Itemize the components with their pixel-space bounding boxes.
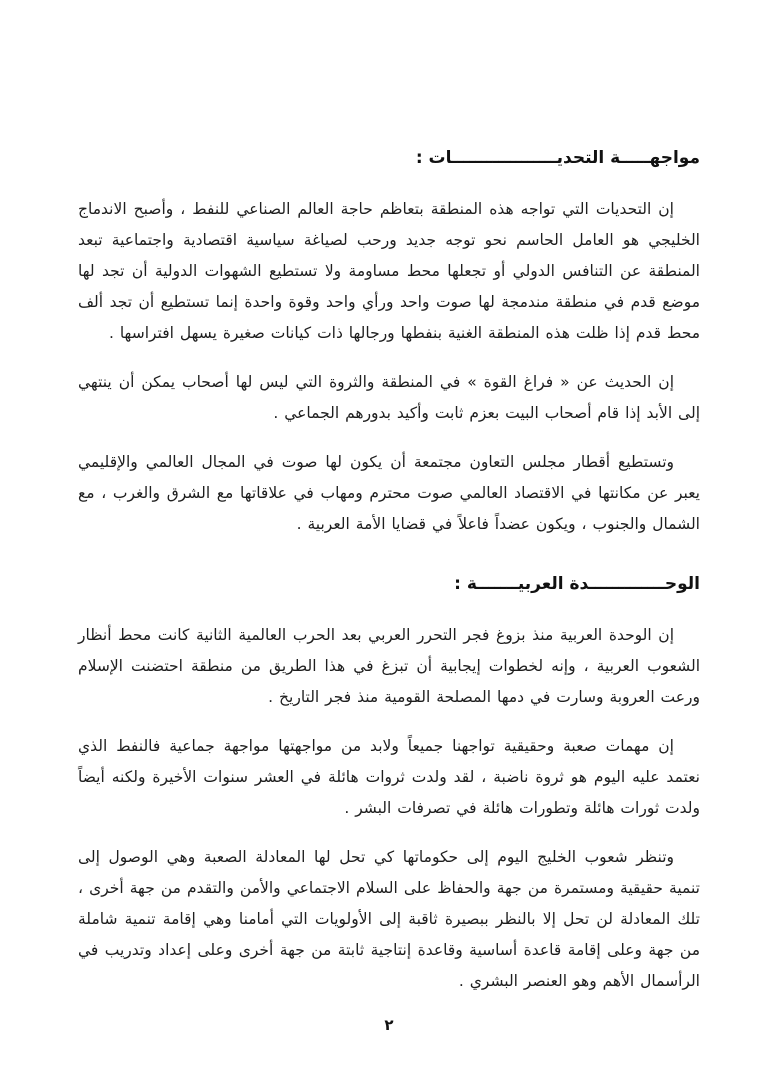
paragraph: وتنظر شعوب الخليج اليوم إلى حكوماتها كي تحل لها المعادلة الصعبة وهي الوصول إلى تنمية حقيقية ومستمرة من جهة والحفاظ على السلام الاجتماعي والأمن والتقدم من جهة أخرى ، تلك المعادلة لن تحل إلا بالنظر ببصيرة ثاقبة إلى الأولويات التي أمامنا وهي إقامة تنمية شاملة من جهة وعلى إقامة قاعدة أساسية وقاعدة إنتاجية ثابتة من جهة أخرى وعلى إعداد وتدريب في الرأسمال الأهم وهو العنصر البشري . bbox=[78, 848, 700, 990]
paragraph: إن التحديات التي تواجه هذه المنطقة بتعاظم حاجة العالم الصناعي للنفط ، وأصبح الاندماج الخليجي هو العامل الحاسم نحو توجه جديد ورحب لصياغة سياسية اقتصادية واجتماعية تبعد المنطقة عن التنافس الدولي أو تجعلها محط مساومة ولا تستطيع الشهوات الدولية أن تجد لها موضع قدم في منطقة مندمجة لها صوت واحد ورأي واحد وقوة واحدة إنما تستطيع أن تجد ألف محط قدم إذا ظلت هذه المنطقة الغنية بنفطها ورجالها ذات كيانات صغيرة يسهل افتراسها . bbox=[78, 200, 700, 342]
paragraph: إن الوحدة العربية منذ بزوغ فجر التحرر العربي بعد الحرب العالمية الثانية كانت محط أنظار الشعوب العربية ، وإنه لخطوات إيجابية أن تبزغ في هذا الطريق من منطقة احتضنت الإسلام ورعت العروبة وسارت في دمها المصلحة القومية منذ فجر التاريخ . bbox=[78, 626, 700, 706]
page-content bbox=[78, 148, 700, 1015]
page-number: ٢ bbox=[384, 1016, 394, 1034]
paragraph: إن مهمات صعبة وحقيقية تواجهنا جميعاً ولابد من مواجهتها مواجهة جماعية فالنفط الذي نعتمد عليه اليوم هو ثروة ناضبة ، لقد ولدت ثروات هائلة في العشر سنوات الأخيرة ولكنه أيضاً ولدت ثورات هائلة وتطورات هائلة في تصرفات البشر . bbox=[78, 737, 700, 817]
paragraph: وتستطيع أقطار مجلس التعاون مجتمعة أن يكون لها صوت في المجال العالمي والإقليمي يعبر عن مكانتها في الاقتصاد العالمي صوت محترم ومهاب في علاقاتها مع الشرق والغرب ، مع الشمال والجنوب ، ويكون عضداً فاعلاً في قضايا الأمة العربية . bbox=[78, 453, 700, 533]
section-heading-arab-unity: الوحـــــــــــــدة العربيـــــــة : bbox=[454, 574, 700, 594]
paragraph: إن الحديث عن « فراغ القوة » في المنطقة والثروة التي ليس لها أصحاب يمكن أن ينتهي إلى الأبد إذا قام أصحاب البيت بعزم ثابت وأكيد بدورهم الجماعي . bbox=[78, 373, 700, 422]
section-heading-challenges: مواجهـــــة التحديــــــــــــــــــات : bbox=[415, 148, 700, 168]
